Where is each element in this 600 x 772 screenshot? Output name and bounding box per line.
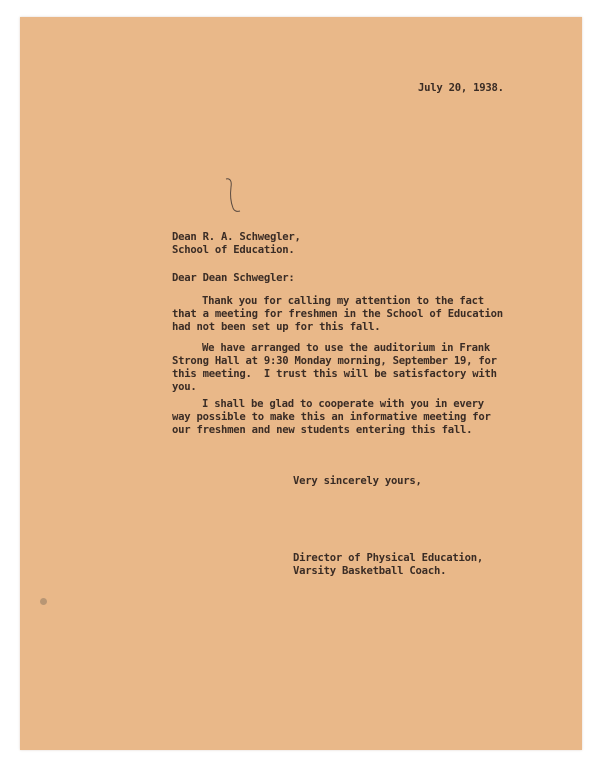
pencil-mark	[222, 175, 246, 217]
paragraph-2-line: We have arranged to use the auditorium in Frank	[202, 342, 491, 354]
paragraph-3-line: way possible to make this an informative meeting for	[172, 411, 491, 423]
salutation: Dear Dean Schwegler:	[172, 272, 295, 284]
paper-spot	[40, 598, 47, 605]
paragraph-2-line: Strong Hall at 9:30 Monday morning, September 19, for	[172, 355, 497, 367]
signature-title: Varsity Basketball Coach.	[293, 565, 447, 577]
paragraph-3-line: our freshmen and new students entering this fall.	[172, 424, 473, 436]
paragraph-1-line: had not been set up for this fall.	[172, 321, 381, 333]
paragraph-1-line: Thank you for calling my attention to the fact	[202, 295, 484, 307]
recipient-school: School of Education.	[172, 244, 295, 256]
paragraph-1-line: that a meeting for freshmen in the School of Education	[172, 308, 503, 320]
closing: Very sincerely yours,	[293, 475, 422, 487]
letter-date: July 20, 1938.	[418, 82, 504, 94]
recipient-name: Dean R. A. Schwegler,	[172, 231, 301, 243]
signature-title: Director of Physical Education,	[293, 552, 483, 564]
paragraph-2-line: this meeting. I trust this will be satisfactory with	[172, 368, 497, 380]
paragraph-3-line: I shall be glad to cooperate with you in every	[202, 398, 484, 410]
paragraph-2-line: you.	[172, 381, 197, 393]
letter-page	[20, 17, 582, 750]
